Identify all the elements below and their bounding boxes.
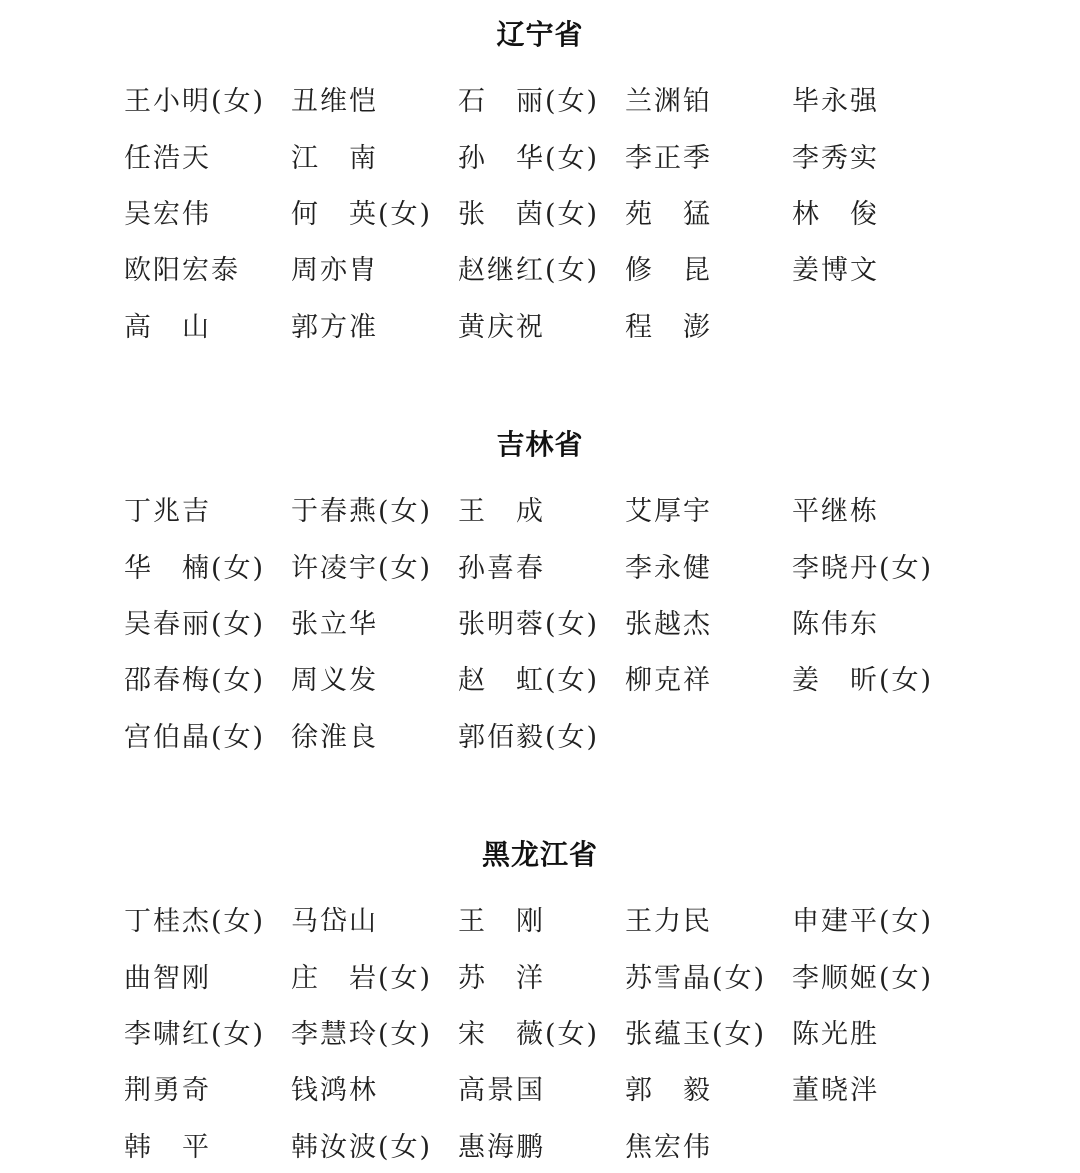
member-name: 吴宏伟 xyxy=(124,199,211,230)
member-name: 华 楠(女) xyxy=(124,553,266,584)
member-name: 任浩天 xyxy=(124,143,211,174)
member-name: 毕永强 xyxy=(792,86,879,117)
member-name: 张越杰 xyxy=(625,609,712,640)
member-name: 许凌宇(女) xyxy=(291,553,433,584)
member-name: 王 成 xyxy=(458,496,545,527)
member-name: 王小明(女) xyxy=(124,86,266,117)
member-name: 高景国 xyxy=(458,1075,545,1106)
member-name: 赵 虹(女) xyxy=(458,665,600,696)
member-name: 张明蓉(女) xyxy=(458,609,600,640)
member-name: 王力民 xyxy=(625,906,712,937)
member-name: 何 英(女) xyxy=(291,199,433,230)
member-name: 欧阳宏泰 xyxy=(124,255,240,286)
member-name: 柳克祥 xyxy=(625,665,712,696)
member-name: 吴春丽(女) xyxy=(124,609,266,640)
member-name: 姜博文 xyxy=(792,255,879,286)
member-name: 于春燕(女) xyxy=(291,496,433,527)
member-name: 程 澎 xyxy=(625,312,712,343)
member-name: 黄庆祝 xyxy=(458,312,545,343)
province-title: 黑龙江省 xyxy=(481,838,598,871)
member-name: 申建平(女) xyxy=(792,906,934,937)
member-name: 惠海鹏 xyxy=(458,1132,545,1163)
member-name: 宫伯晶(女) xyxy=(124,722,266,753)
member-name: 高 山 xyxy=(124,312,211,343)
member-name: 郭 毅 xyxy=(625,1075,712,1106)
member-name: 孙 华(女) xyxy=(458,143,600,174)
member-name: 曲智刚 xyxy=(124,963,211,994)
member-name: 邵春梅(女) xyxy=(124,665,266,696)
member-name: 丁兆吉 xyxy=(124,496,211,527)
member-name: 荆勇奇 xyxy=(124,1075,211,1106)
member-name: 赵继红(女) xyxy=(458,255,600,286)
member-name: 修 昆 xyxy=(625,255,712,286)
member-name: 李啸红(女) xyxy=(124,1019,266,1050)
member-name: 徐淮良 xyxy=(291,722,378,753)
province-title: 辽宁省 xyxy=(496,18,584,51)
member-name: 韩汝波(女) xyxy=(291,1132,433,1163)
member-name: 平继栋 xyxy=(792,496,879,527)
member-name: 周亦胄 xyxy=(291,255,378,286)
member-name: 丁桂杰(女) xyxy=(124,906,266,937)
member-name: 王 刚 xyxy=(458,906,545,937)
member-name: 钱鸿林 xyxy=(291,1075,378,1106)
member-name: 孙喜春 xyxy=(458,553,545,584)
member-name: 李慧玲(女) xyxy=(291,1019,433,1050)
member-name: 陈伟东 xyxy=(792,609,879,640)
member-name: 马岱山 xyxy=(291,906,378,937)
member-name: 陈光胜 xyxy=(792,1019,879,1050)
member-name: 张 茵(女) xyxy=(458,199,600,230)
member-name: 李晓丹(女) xyxy=(792,553,934,584)
province-title: 吉林省 xyxy=(496,428,584,461)
member-name: 艾厚宇 xyxy=(625,496,712,527)
member-name: 李正季 xyxy=(625,143,712,174)
member-name: 李顺姬(女) xyxy=(792,963,934,994)
member-name: 庄 岩(女) xyxy=(291,963,433,994)
member-name: 韩 平 xyxy=(124,1132,211,1163)
member-name: 苏雪晶(女) xyxy=(625,963,767,994)
member-name: 苑 猛 xyxy=(625,199,712,230)
member-name: 苏 洋 xyxy=(458,963,545,994)
member-name: 郭佰毅(女) xyxy=(458,722,600,753)
member-name: 石 丽(女) xyxy=(458,86,600,117)
member-name: 姜 昕(女) xyxy=(792,665,934,696)
member-name: 李秀实 xyxy=(792,143,879,174)
member-name: 丑维恺 xyxy=(291,86,378,117)
member-name: 张立华 xyxy=(291,609,378,640)
member-name: 江 南 xyxy=(291,143,378,174)
member-name: 宋 薇(女) xyxy=(458,1019,600,1050)
member-name: 兰渊铂 xyxy=(625,86,712,117)
member-name: 郭方准 xyxy=(291,312,378,343)
member-name: 张蕴玉(女) xyxy=(625,1019,767,1050)
member-name: 周义发 xyxy=(291,665,378,696)
member-name: 董晓泮 xyxy=(792,1075,879,1106)
member-name: 焦宏伟 xyxy=(625,1132,712,1163)
member-name: 李永健 xyxy=(625,553,712,584)
member-name: 林 俊 xyxy=(792,199,879,230)
